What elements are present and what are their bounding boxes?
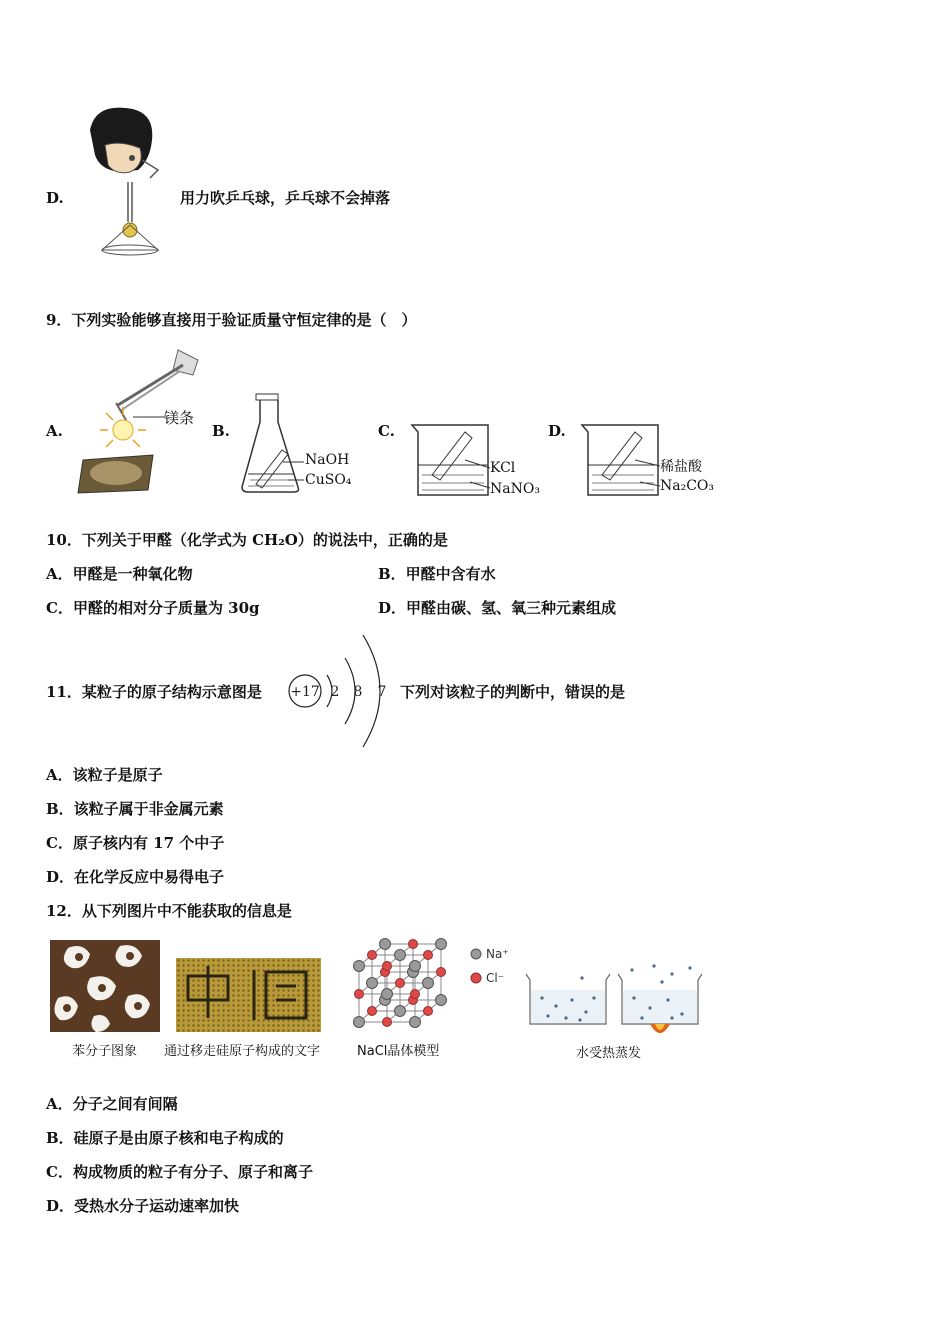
q9-b-tag2: CuSO₄ [305, 472, 352, 488]
q11-stem-before: 11．某粒子的原子结构示意图是 [46, 683, 262, 701]
q9-option-b-label: B. [212, 422, 230, 440]
cl-legend-label: Cl⁻ [486, 971, 505, 985]
silicon-atoms-text-image [176, 958, 321, 1032]
na-ion [380, 939, 391, 950]
na-legend-label: Na⁺ [486, 947, 509, 961]
q12-caption-1: 苯分子图象 [72, 1044, 138, 1059]
na-ion [395, 1006, 406, 1017]
na-legend-dot [471, 949, 481, 959]
q9-c-tag2: NaNO₃ [490, 481, 540, 497]
cl-ion [411, 990, 420, 999]
q9-option-a-label: A. [46, 422, 63, 440]
q10-option-a: A．甲醛是一种氧化物 [46, 565, 193, 583]
na-ion [395, 950, 406, 961]
na-ion [436, 995, 447, 1006]
cl-ion [437, 968, 446, 977]
water-evaporation-image [522, 962, 707, 1042]
q9-beaker-c-figure [410, 420, 500, 502]
shell-2-count: 8 [353, 684, 363, 700]
q9-beaker-d-figure [580, 420, 670, 502]
ping-pong-blowing-figure [80, 100, 180, 265]
q11-option-d: D．在化学反应中易得电子 [46, 868, 225, 886]
atomic-structure-diagram [285, 630, 390, 750]
q12-option-d: D．受热水分子运动速率加快 [46, 1197, 240, 1215]
q10-option-d: D．甲醛由碳、氢、氧三种元素组成 [378, 599, 617, 617]
benzene-molecule-image [50, 940, 160, 1032]
q9-stem: 9．下列实验能够直接用于验证质量守恒定律的是（ ） [46, 311, 417, 329]
q9-b-tag1: NaOH [305, 452, 350, 468]
q12-caption-4: 水受热蒸发 [576, 1046, 642, 1061]
cl-ion [396, 979, 405, 988]
nacl-legend [468, 944, 518, 984]
cl-ion [409, 940, 418, 949]
na-ion [436, 939, 447, 950]
q9-option-c-label: C. [378, 422, 395, 440]
q9-c-tag1: KCl [490, 460, 516, 476]
q10-stem: 10．下列关于甲醛（化学式为 CH₂O）的说法中，正确的是 [46, 531, 448, 549]
cl-ion [368, 1007, 377, 1016]
q9-d-tag1: 稀盐酸 [660, 459, 702, 475]
na-ion [423, 978, 434, 989]
q12-caption-3: NaCl晶体模型 [357, 1044, 440, 1059]
q11-option-c: C．原子核内有 17 个中子 [46, 834, 225, 852]
nacl-crystal-model [345, 932, 485, 1040]
na-ion [382, 989, 393, 1000]
q12-option-b: B．硅原子是由原子核和电子构成的 [46, 1129, 284, 1147]
na-ion [354, 961, 365, 972]
q11-option-a: A．该粒子是原子 [46, 766, 163, 784]
shell-1-count: 2 [330, 684, 340, 700]
q11-option-b: B．该粒子属于非金属元素 [46, 800, 224, 818]
nucleus-label: +17 [290, 684, 320, 700]
q12-stem: 12．从下列图片中不能获取的信息是 [46, 902, 292, 920]
cl-ion [383, 962, 392, 971]
q10-option-c: C．甲醛的相对分子质量为 30g [46, 599, 260, 617]
cl-ion [368, 951, 377, 960]
q12-option-c: C．构成物质的粒子有分子、原子和离子 [46, 1163, 313, 1181]
q12-caption-2: 通过移走硅原子构成的文字 [164, 1044, 321, 1059]
q8-option-d-label: D. [46, 189, 64, 207]
na-ion [410, 1017, 421, 1028]
q12-option-a: A．分子之间有间隔 [46, 1095, 178, 1113]
q9-option-d-label: D. [548, 422, 566, 440]
q9-a-tag: 镁条 [164, 409, 195, 427]
na-ion [367, 978, 378, 989]
na-ion [410, 961, 421, 972]
cl-ion [424, 951, 433, 960]
cl-ion [355, 990, 364, 999]
cl-legend-dot [471, 973, 481, 983]
na-ion [354, 1017, 365, 1028]
q11-stem-after: 下列对该粒子的判断中，错误的是 [400, 683, 626, 701]
q8-option-d-text: 用力吹乒乓球，乒乓球不会掉落 [180, 189, 391, 207]
q9-d-tag2: Na₂CO₃ [660, 478, 715, 494]
cl-ion [383, 1018, 392, 1027]
q10-option-b: B．甲醛中含有水 [378, 565, 496, 583]
cl-ion [424, 1007, 433, 1016]
shell-3-count: 7 [377, 684, 387, 700]
